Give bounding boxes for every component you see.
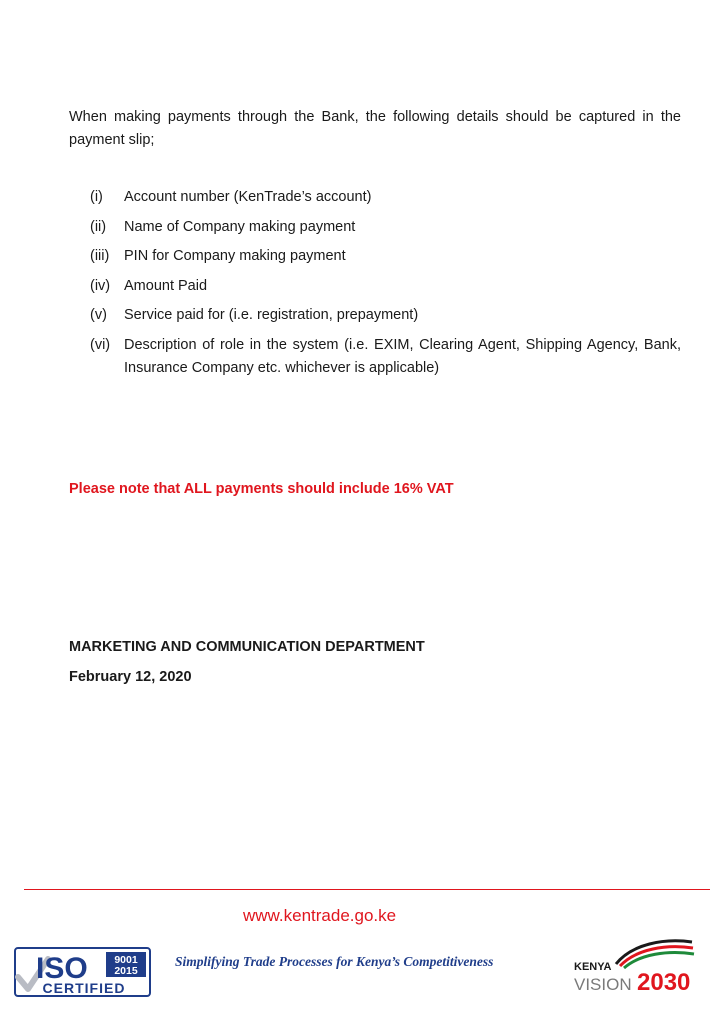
list-item-text: Description of role in the system (i.e. EXIM, Clearing Agent, Shipping Agency, Bank, Insurance Company etc. whichever is applicable): [124, 336, 681, 376]
iso-certified-label: CERTIFIED: [42, 980, 126, 996]
list-item-number: (vi): [90, 336, 111, 353]
list-item-number: (ii): [90, 218, 107, 235]
vision-year: 2030: [637, 969, 691, 994]
list-item-text: Service paid for (i.e. registration, prepayment): [124, 307, 419, 323]
list-item-number: (iii): [90, 248, 110, 264]
list-item: [69, 186, 681, 209]
list-item-text: Amount Paid: [124, 277, 208, 294]
list-item: [69, 245, 681, 268]
list-item-number: (i): [90, 189, 103, 205]
list-item-text: Name of Company making payment: [124, 218, 356, 235]
list-item-text: PIN for Company making payment: [124, 248, 346, 264]
department-name: MARKETING AND COMMUNICATION DEPARTMENT: [69, 639, 425, 655]
kenya-vision-2030-logo: [572, 936, 700, 994]
iso-year-2015: 2015: [114, 965, 138, 977]
footer-divider: [24, 889, 710, 890]
list-item-number: (iv): [90, 277, 111, 294]
tagline: Simplifying Trade Processes for Kenya’s Competitiveness: [175, 954, 494, 969]
list-item: [69, 216, 681, 239]
vision-country: KENYA: [574, 961, 612, 973]
list-item: [69, 334, 681, 380]
list-item: [69, 275, 681, 298]
website-link[interactable]: www.kentrade.go.ke: [243, 906, 397, 925]
iso-certified-logo: [14, 947, 151, 997]
intro-paragraph: When making payments through the Bank, the following details should be captured in the payment slip;: [69, 109, 681, 148]
iso-year-9001: 9001: [114, 954, 138, 966]
vision-word: VISION: [574, 975, 632, 994]
payment-details-list: [69, 186, 681, 386]
list-item-text: Account number (KenTrade’s account): [124, 189, 372, 205]
document-date: February 12, 2020: [69, 669, 192, 685]
list-item-number: (v): [90, 307, 107, 323]
vat-note: Please note that ALL payments should include 16% VAT: [69, 481, 454, 497]
list-item: [69, 304, 681, 327]
iso-mark: ISO: [36, 952, 88, 985]
